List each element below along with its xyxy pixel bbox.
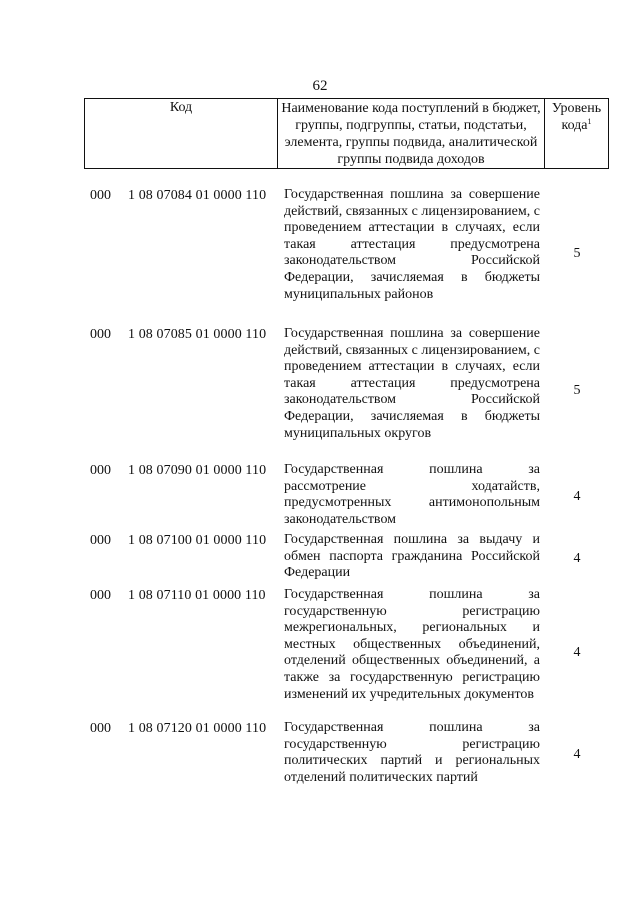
- row-budget-code: 1 08 07090 01 0000 110: [128, 463, 267, 478]
- row-budget-code: 1 08 07100 01 0000 110: [128, 533, 267, 548]
- row-admin-code: 000: [90, 588, 111, 603]
- header-code: Код: [85, 99, 278, 169]
- table-row: [0, 532, 640, 587]
- row-level: 5: [573, 246, 581, 261]
- table-row: [0, 187, 640, 326]
- header-level-label: Уровень кода: [551, 101, 602, 133]
- row-name: Государственная пошлина за государственную регистрацию политических партий и региональных отделений политических партий: [284, 720, 540, 785]
- row-admin-code: 000: [90, 721, 111, 736]
- row-budget-code: 1 08 07085 01 0000 110: [128, 327, 267, 342]
- row-name: Государственная пошлина за совершение действий, связанных с лицензированием, с проведением аттестации в случаях, если такая аттестация предусмотрена законодательством Российской Федерации, зачисляемая в бюджеты муниципальных районов: [284, 187, 540, 302]
- row-level: 4: [573, 489, 581, 504]
- header-level-footnote: 1: [587, 117, 592, 126]
- table-header: [84, 98, 609, 169]
- header-name: Наименование кода поступлений в бюджет, группы, подгруппы, статьи, подстатьи, элемента, группы подвида, аналитической группы подвида доходов: [278, 99, 545, 169]
- row-budget-code: 1 08 07110 01 0000 110: [128, 588, 266, 603]
- row-level: 5: [573, 383, 581, 398]
- table-row: [0, 587, 640, 720]
- row-name: Государственная пошлина за совершение действий, связанных с лицензированием, с проведением аттестации в случаях, если такая аттестация предусмотрена законодательством Российской Федерации, зачисляемая в бюджеты муниципальных округов: [284, 326, 540, 441]
- row-admin-code: 000: [90, 533, 111, 548]
- row-level: 4: [573, 747, 581, 762]
- table-row: [0, 326, 640, 462]
- table-body: [0, 187, 640, 790]
- row-name: Государственная пошлина за государственную регистрацию межрегиональных, региональных и местных общественных объединений, отделений общественных объединений, а также за государственную регистрацию изменений их учредительных документов: [284, 587, 540, 702]
- page-number: 62: [312, 78, 328, 94]
- header-level: [545, 99, 609, 169]
- row-name: Государственная пошлина за выдачу и обмен паспорта гражданина Российской Федерации: [284, 532, 540, 581]
- row-budget-code: 1 08 07120 01 0000 110: [128, 721, 267, 736]
- row-admin-code: 000: [90, 188, 111, 203]
- table-row: [0, 462, 640, 532]
- row-name: Государственная пошлина за рассмотрение ходатайств, предусмотренных антимонопольным законодательством: [284, 462, 540, 527]
- row-level: 4: [573, 645, 581, 660]
- row-admin-code: 000: [90, 463, 111, 478]
- row-level: 4: [573, 551, 581, 566]
- row-budget-code: 1 08 07084 01 0000 110: [128, 188, 267, 203]
- table-row: [0, 720, 640, 790]
- row-admin-code: 000: [90, 327, 111, 342]
